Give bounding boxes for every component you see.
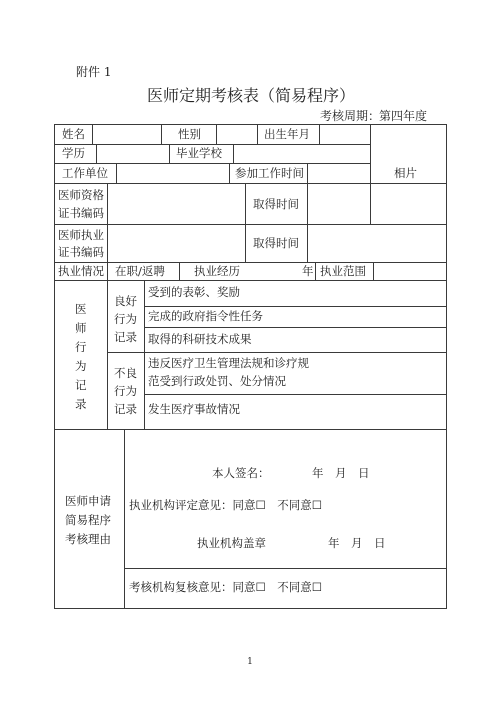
- institution-seal-date: 年 月 日: [328, 536, 386, 550]
- bad-record-line-2: 行为: [114, 384, 137, 398]
- practice-cert-label: 医师执业: [58, 228, 104, 242]
- name-label: 姓名: [62, 127, 85, 141]
- bad-record-line-1: 不良: [114, 366, 137, 380]
- behavior-title-char-4: 为: [75, 359, 87, 373]
- page-title: 医师定期考核表（简易程序）: [146, 86, 356, 105]
- behavior-title-char-1: 医: [75, 302, 87, 316]
- work-unit-label: 工作单位: [62, 166, 108, 180]
- bad-item-violation-line-2: 范受到行政处罚、处分情况: [148, 374, 286, 388]
- institution-seal-label: 执业机构盖章: [197, 536, 266, 550]
- reason-title-line-2: 简易程序: [65, 513, 111, 527]
- practice-years-label: 执业经历: [194, 264, 240, 278]
- practice-scope-label: 执业范围: [320, 264, 366, 278]
- qualification-obtain-time-label: 取得时间: [253, 197, 299, 211]
- behavior-title-char-6: 录: [75, 397, 87, 411]
- self-signature-date: 年 月 日: [312, 466, 370, 480]
- bad-item-violation-line-1: 违反医疗卫生管理法规和诊疗规: [148, 356, 309, 370]
- good-record-line-2: 行为: [114, 312, 137, 326]
- good-record-line-1: 良好: [114, 294, 137, 308]
- reason-title-line-1: 医师申请: [65, 494, 111, 508]
- year-unit: 年: [302, 264, 314, 278]
- page-number: 1: [247, 657, 253, 667]
- practice-obtain-time-label: 取得时间: [253, 236, 299, 250]
- gender-label: 性别: [178, 127, 201, 141]
- on-duty-label: 在职/返聘: [115, 264, 165, 278]
- institution-opinion: 执业机构评定意见：同意☐ 不同意☐: [129, 498, 323, 512]
- photo-label: 相片: [394, 166, 417, 180]
- behavior-title-char-3: 行: [75, 340, 87, 354]
- behavior-title-char-5: 记: [75, 378, 87, 392]
- practice-cert-label-2: 证书编码: [58, 245, 104, 259]
- reason-title-line-3: 考核理由: [65, 532, 111, 546]
- good-record-line-3: 记录: [114, 330, 137, 344]
- school-label: 毕业学校: [176, 146, 222, 160]
- good-item-awards: 受到的表彰、奖励: [148, 285, 240, 299]
- review-opinion: 考核机构复核意见：同意☐ 不同意☐: [129, 580, 323, 594]
- education-label: 学历: [62, 146, 85, 160]
- behavior-title-char-2: 师: [75, 321, 87, 335]
- qualification-cert-label: 医师资格: [58, 188, 104, 202]
- qualification-cert-label-2: 证书编码: [58, 206, 104, 220]
- birth-label: 出生年月: [264, 127, 310, 141]
- self-signature-label: 本人签名：: [212, 466, 270, 480]
- attachment-label: 附件 1: [76, 65, 112, 79]
- bad-record-line-3: 记录: [114, 402, 137, 416]
- good-item-government-tasks: 完成的政府指令性任务: [148, 309, 263, 323]
- period-value: 第四年度: [379, 109, 428, 123]
- bad-item-accident: 发生医疗事故情况: [148, 402, 240, 416]
- work-start-label: 参加工作时间: [235, 166, 304, 180]
- period-label: 考核周期：: [320, 109, 381, 123]
- practice-status-label: 执业情况: [58, 264, 104, 278]
- good-item-research: 取得的科研技术成果: [148, 332, 252, 346]
